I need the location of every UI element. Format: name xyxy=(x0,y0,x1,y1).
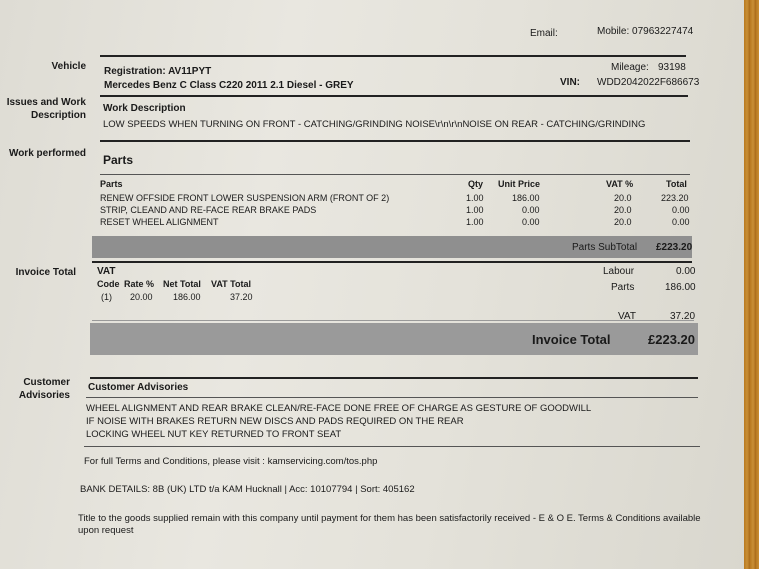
vat-rate: 20.00 xyxy=(130,292,153,302)
terms-line: For full Terms and Conditions, please visit : kamservicing.com/tos.php xyxy=(84,456,378,467)
parts-header-vat: VAT % xyxy=(606,179,634,189)
advisory-line: LOCKING WHEEL NUT KEY RETURNED TO FRONT SEAT xyxy=(86,429,342,440)
title-terms-line-2: upon request xyxy=(78,525,134,536)
part-vat: 20.0 xyxy=(614,205,632,215)
label-issues: Issues and Work Description xyxy=(6,97,86,121)
mobile-number: Mobile: 07963227474 xyxy=(597,26,694,37)
summary-vat-value: 37.20 xyxy=(670,311,696,322)
label-customer-advisories: Customer Advisories xyxy=(18,377,70,401)
advisory-line: IF NOISE WITH BRAKES RETURN NEW DISCS AND PADS REQUIRED ON THE REAR xyxy=(86,416,464,427)
divider xyxy=(100,95,688,97)
vin-value: WDD2042022F686673 xyxy=(597,77,700,88)
bank-details: BANK DETAILS: 8B (UK) LTD t/a KAM Hucknall | Acc: 10107794 | Sort: 405162 xyxy=(80,484,415,495)
part-unit-price: 0.00 xyxy=(522,205,540,215)
vat-code: (1) xyxy=(101,292,112,302)
work-description-title: Work Description xyxy=(103,103,186,114)
summary-parts-label: Parts xyxy=(611,282,635,293)
vat-net: 186.00 xyxy=(173,292,201,302)
summary-vat-label: VAT xyxy=(618,311,636,322)
part-vat: 20.0 xyxy=(614,217,632,227)
labour-label: Labour xyxy=(603,266,635,277)
parts-title: Parts xyxy=(103,153,134,167)
vehicle-description: Mercedes Benz C Class C220 2011 2.1 Diesel - GREY xyxy=(104,80,354,91)
labour-value: 0.00 xyxy=(676,266,696,277)
parts-subtotal-label: Parts SubTotal xyxy=(572,242,638,253)
work-description-text: LOW SPEEDS WHEN TURNING ON FRONT - CATCHING/GRINDING NOISE\r\n\r\nNOISE ON REAR - CATCHING/GRINDING xyxy=(103,119,646,130)
wooden-table-edge xyxy=(744,0,759,569)
part-total: 0.00 xyxy=(672,217,690,227)
email-label: Email: xyxy=(530,28,558,39)
divider xyxy=(100,55,686,57)
title-terms-line: Title to the goods supplied remain with this company until payment for them has been satisfactorily received - E & O E. Terms & Conditions available xyxy=(78,513,701,524)
parts-subtotal-value: £223.20 xyxy=(656,242,693,253)
part-qty: 1.00 xyxy=(466,217,484,227)
vat-header-net: Net Total xyxy=(163,279,201,289)
advisory-line: WHEEL ALIGNMENT AND REAR BRAKE CLEAN/RE-FACE DONE FREE OF CHARGE AS GESTURE OF GOODWILL xyxy=(86,403,592,414)
vat-header-rate: Rate % xyxy=(124,279,155,289)
parts-header-qty: Qty xyxy=(468,179,484,189)
vat-total: 37.20 xyxy=(230,292,253,302)
part-description: STRIP, CLEAND AND RE-FACE REAR BRAKE PADS xyxy=(100,205,317,215)
parts-header-total: Total xyxy=(666,179,687,189)
divider xyxy=(86,397,698,398)
label-invoice-total: Invoice Total xyxy=(15,267,76,278)
vin-label: VIN: xyxy=(560,77,580,88)
part-total: 223.20 xyxy=(661,193,689,203)
mileage-label: Mileage: xyxy=(611,62,649,73)
invoice-total-value: £223.20 xyxy=(648,332,695,347)
part-qty: 1.00 xyxy=(466,193,484,203)
part-unit-price: 186.00 xyxy=(512,193,540,203)
part-description: RESET WHEEL ALIGNMENT xyxy=(100,217,219,227)
divider xyxy=(84,446,700,447)
mileage-value: 93198 xyxy=(658,62,686,73)
divider xyxy=(100,174,690,175)
part-vat: 20.0 xyxy=(614,193,632,203)
label-work-performed: Work performed xyxy=(8,148,86,159)
part-description: RENEW OFFSIDE FRONT LOWER SUSPENSION ARM (FRONT OF 2) xyxy=(100,193,390,203)
divider xyxy=(90,377,698,379)
vat-header-vat-total: VAT Total xyxy=(211,279,251,289)
part-qty: 1.00 xyxy=(466,205,484,215)
vehicle-registration: Registration: AV11PYT xyxy=(104,66,212,77)
part-total: 0.00 xyxy=(672,205,690,215)
advisories-title: Customer Advisories xyxy=(88,382,189,393)
divider xyxy=(92,320,694,321)
divider xyxy=(92,261,692,263)
label-vehicle: Vehicle xyxy=(51,61,86,72)
parts-header-unit-price: Unit Price xyxy=(498,179,541,189)
invoice-total-label: Invoice Total xyxy=(532,332,611,347)
vat-title: VAT xyxy=(97,266,116,277)
vat-header-code: Code xyxy=(97,279,120,289)
divider xyxy=(100,140,690,142)
part-unit-price: 0.00 xyxy=(522,217,540,227)
parts-header-parts: Parts xyxy=(100,179,123,189)
summary-parts-value: 186.00 xyxy=(665,282,696,293)
